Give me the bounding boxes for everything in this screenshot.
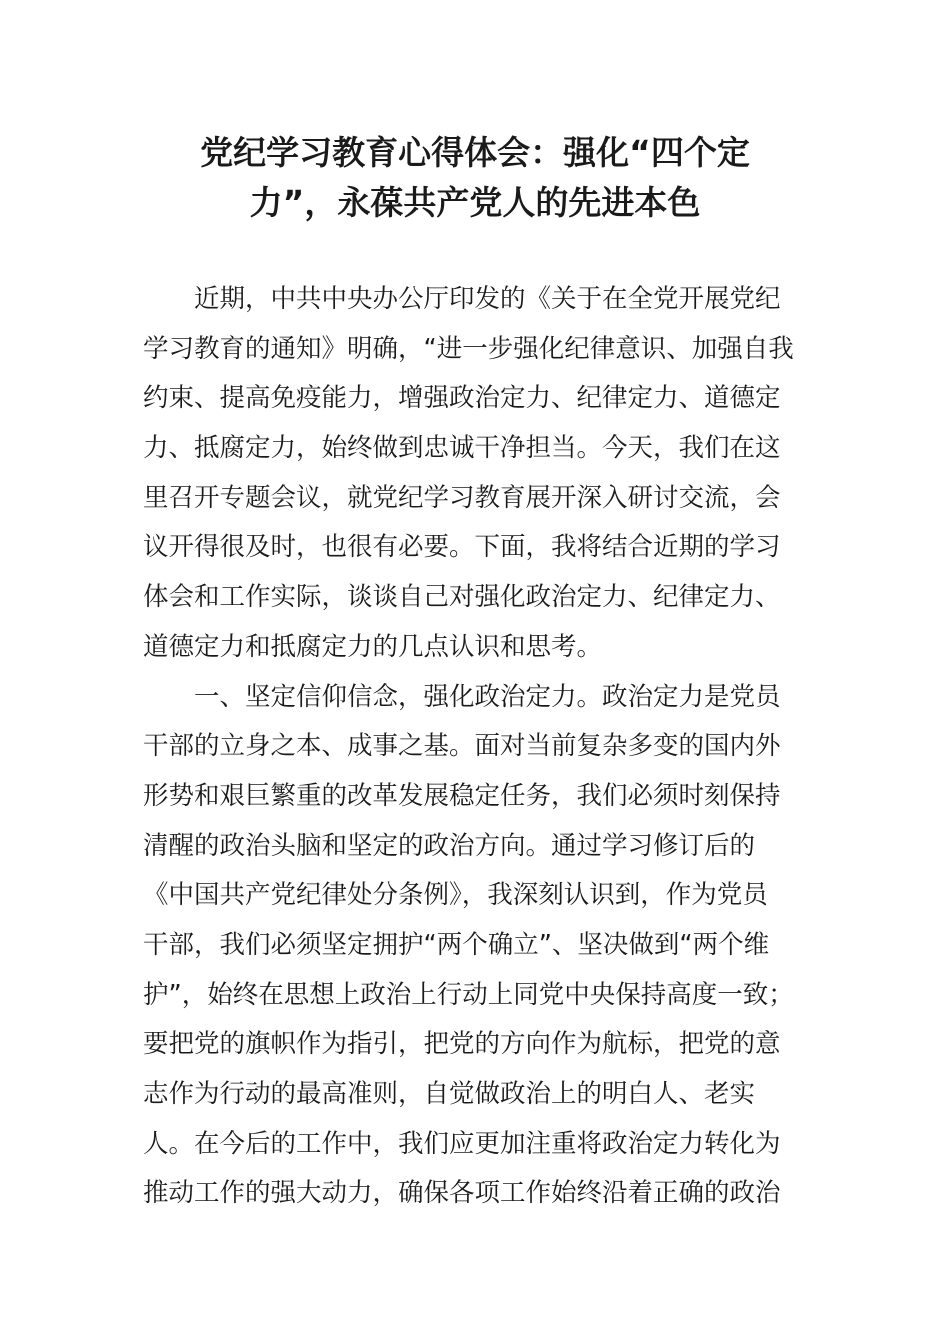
paragraph-line: 道德定力和抵腐定力的几点认识和思考。 [143,631,603,662]
paragraph-line: 干部的立身之本、成事之基。面对当前复杂多变的国内外 [143,731,781,762]
paragraph-line: 形势和艰巨繁重的改革发展稳定任务，我们必须时刻保持 [143,780,781,811]
paragraph-line: 近期，中共中央办公厅印发的《关于在全党开展党纪 [194,284,781,314]
paragraph-line: 学习教育的通知》明确，“进一步强化纪律意识、加强自我 [143,333,794,364]
paragraph-line: 志作为行动的最高准则，自觉做政治上的明白人、老实 [143,1079,756,1109]
paragraph-line: 护”，始终在思想上政治上行动上同党中央保持高度一致； [143,979,794,1010]
paragraph-line: 清醒的政治头脑和坚定的政治方向。通过学习修订后的 [143,830,756,861]
paragraph-line: 里召开专题会议，就党纪学习教育展开深入研讨交流，会 [143,482,781,513]
paragraph-line: 约束、提高免疫能力，增强政治定力、纪律定力、道德定 [143,383,781,414]
document-body [143,275,823,1219]
paragraph-line: 推动工作的强大动力，确保各项工作始终沿着正确的政治 [143,1178,781,1209]
paragraph-line: 《中国共产党纪律处分条例》，我深刻认识到，作为党员 [143,880,768,911]
paragraph-line: 议开得很及时，也很有必要。下面，我将结合近期的学习 [143,532,781,563]
paragraph-line: 干部，我们必须坚定拥护“两个确立”、坚决做到“两个维 [143,929,770,960]
document-title [150,128,800,228]
paragraph-line: 体会和工作实际，谈谈自己对强化政治定力、纪律定力、 [143,582,781,613]
paragraph-line: 要把党的旗帜作为指引，把党的方向作为航标，把党的意 [143,1029,781,1060]
title-line: 力”，永葆共产党人的先进本色 [249,183,701,222]
title-line: 党纪学习教育心得体会：强化“四个定 [200,133,750,172]
paragraph-line: 人。在今后的工作中，我们应更加注重将政治定力转化为 [143,1128,781,1159]
paragraph-line: 一、坚定信仰信念，强化政治定力。政治定力是党员 [194,681,781,712]
paragraph-line: 力、抵腐定力，始终做到忠诚干净担当。今天，我们在这 [143,433,781,464]
